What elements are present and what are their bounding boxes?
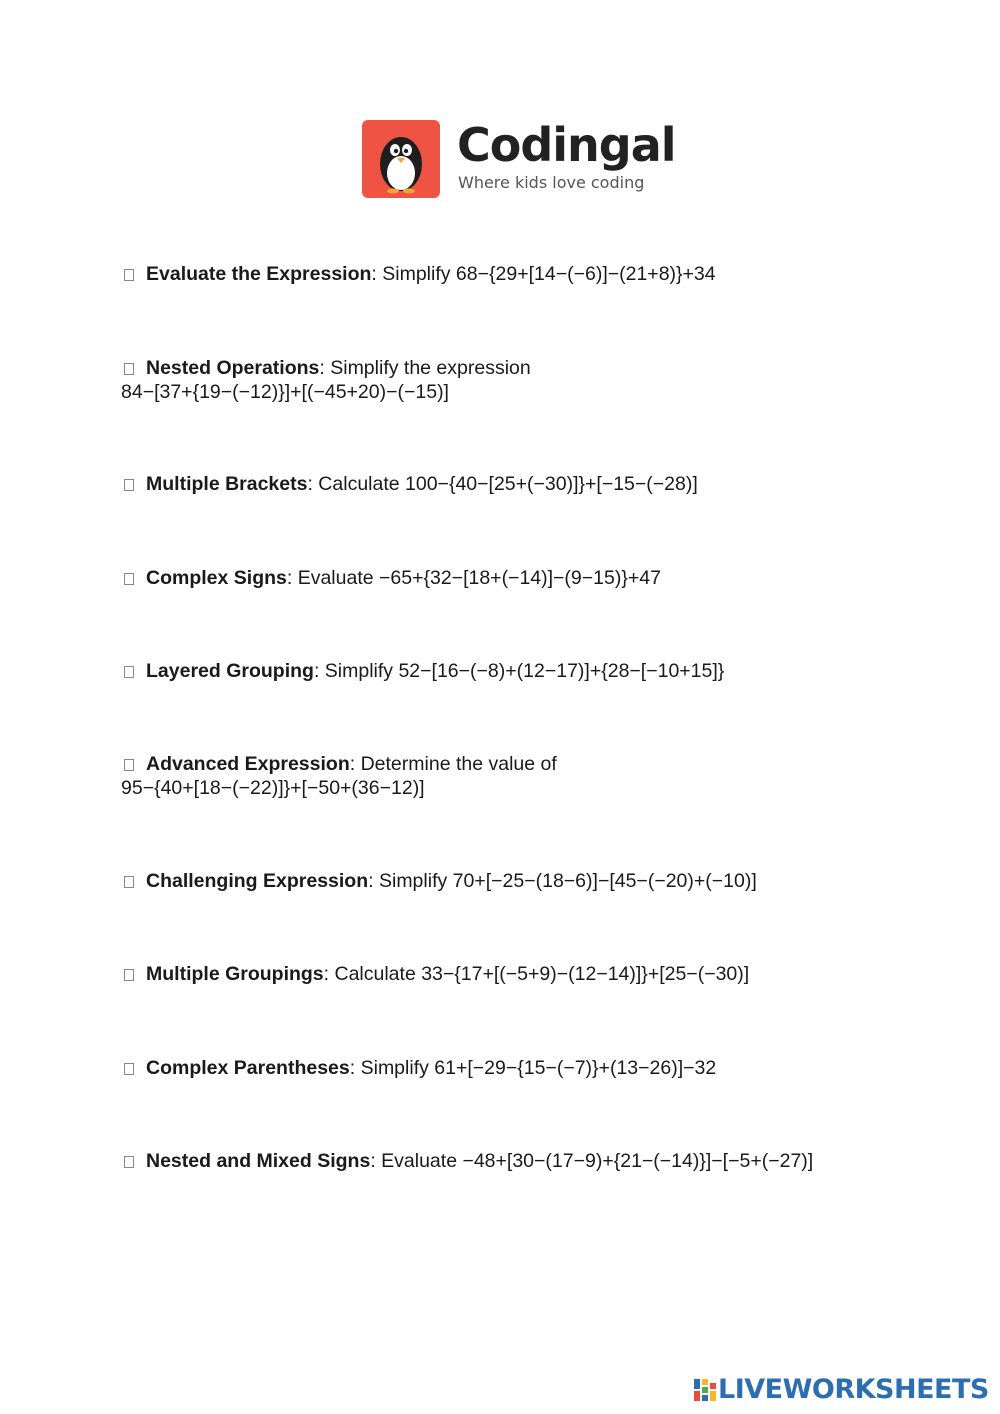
question-title: Complex Parentheses (146, 1057, 350, 1079)
liveworksheets-logo (693, 1373, 993, 1407)
question-5 (121, 659, 881, 683)
question-title: Evaluate the Expression (146, 263, 372, 285)
question-text: : Simplify 68−{29+[14−(−6)]−(21+8)}+34 (371, 263, 716, 285)
checkbox[interactable] (124, 479, 134, 491)
question-1 (121, 262, 881, 286)
question-title: Advanced Expression (146, 753, 350, 775)
question-6 (121, 752, 881, 800)
question-text: : Evaluate −65+{32−[18+(−14)]−(9−15)}+47 (286, 567, 661, 589)
question-3 (121, 472, 881, 496)
brand-name: Codingal (457, 118, 676, 172)
question-4 (121, 566, 881, 590)
question-title: Nested Operations (146, 357, 320, 379)
question-title: Multiple Brackets (146, 473, 308, 495)
question-text: : Evaluate −48+[30−(17−9)+{21−(−14)}]−[−5+(−27)] (370, 1150, 814, 1172)
question-text: : Simplify 61+[−29−{15−(−7)}+(13−26)]−32 (349, 1057, 717, 1079)
penguin-icon (362, 120, 440, 198)
codingal-logo (362, 118, 676, 200)
question-expression: 84−[37+{19−(−12)}]+[(−45+20)−(−15)] (121, 381, 449, 403)
question-text: : Simplify the expression (319, 357, 531, 379)
checkbox[interactable] (124, 1156, 134, 1168)
question-text: : Determine the value of (349, 753, 557, 775)
checkbox[interactable] (124, 573, 134, 585)
question-title: Complex Signs (146, 567, 287, 589)
question-text: : Simplify 52−[16−(−8)+(12−17)]+{28−[−10+15]} (313, 660, 725, 682)
question-title: Layered Grouping (146, 660, 314, 682)
checkbox[interactable] (124, 666, 134, 678)
checkbox[interactable] (124, 269, 134, 281)
question-text: : Calculate 33−{17+[(−5+9)−(12−14)]}+[25−(−30)] (323, 963, 750, 985)
checkbox[interactable] (124, 363, 134, 375)
question-title: Multiple Groupings (146, 963, 324, 985)
question-expression: 95−{40+[18−(−22)]}+[−50+(36−12)] (121, 777, 425, 799)
brand-tagline: Where kids love coding (458, 173, 645, 192)
question-title: Challenging Expression (146, 870, 369, 892)
question-text: : Calculate 100−{40−[25+(−30)]}+[−15−(−28)] (307, 473, 698, 495)
checkbox[interactable] (124, 759, 134, 771)
liveworksheets-icon (693, 1378, 717, 1402)
question-10 (121, 1149, 881, 1173)
question-8 (121, 962, 881, 986)
question-text: : Simplify 70+[−25−(18−6)]−[45−(−20)+(−10)] (368, 870, 757, 892)
question-2 (121, 356, 881, 404)
checkbox[interactable] (124, 876, 134, 888)
checkbox[interactable] (124, 1063, 134, 1075)
question-9 (121, 1056, 881, 1080)
question-title: Nested and Mixed Signs (146, 1150, 371, 1172)
checkbox[interactable] (124, 969, 134, 981)
question-7 (121, 869, 881, 893)
liveworksheets-text: LIVEWORKSHEETS (718, 1374, 989, 1405)
